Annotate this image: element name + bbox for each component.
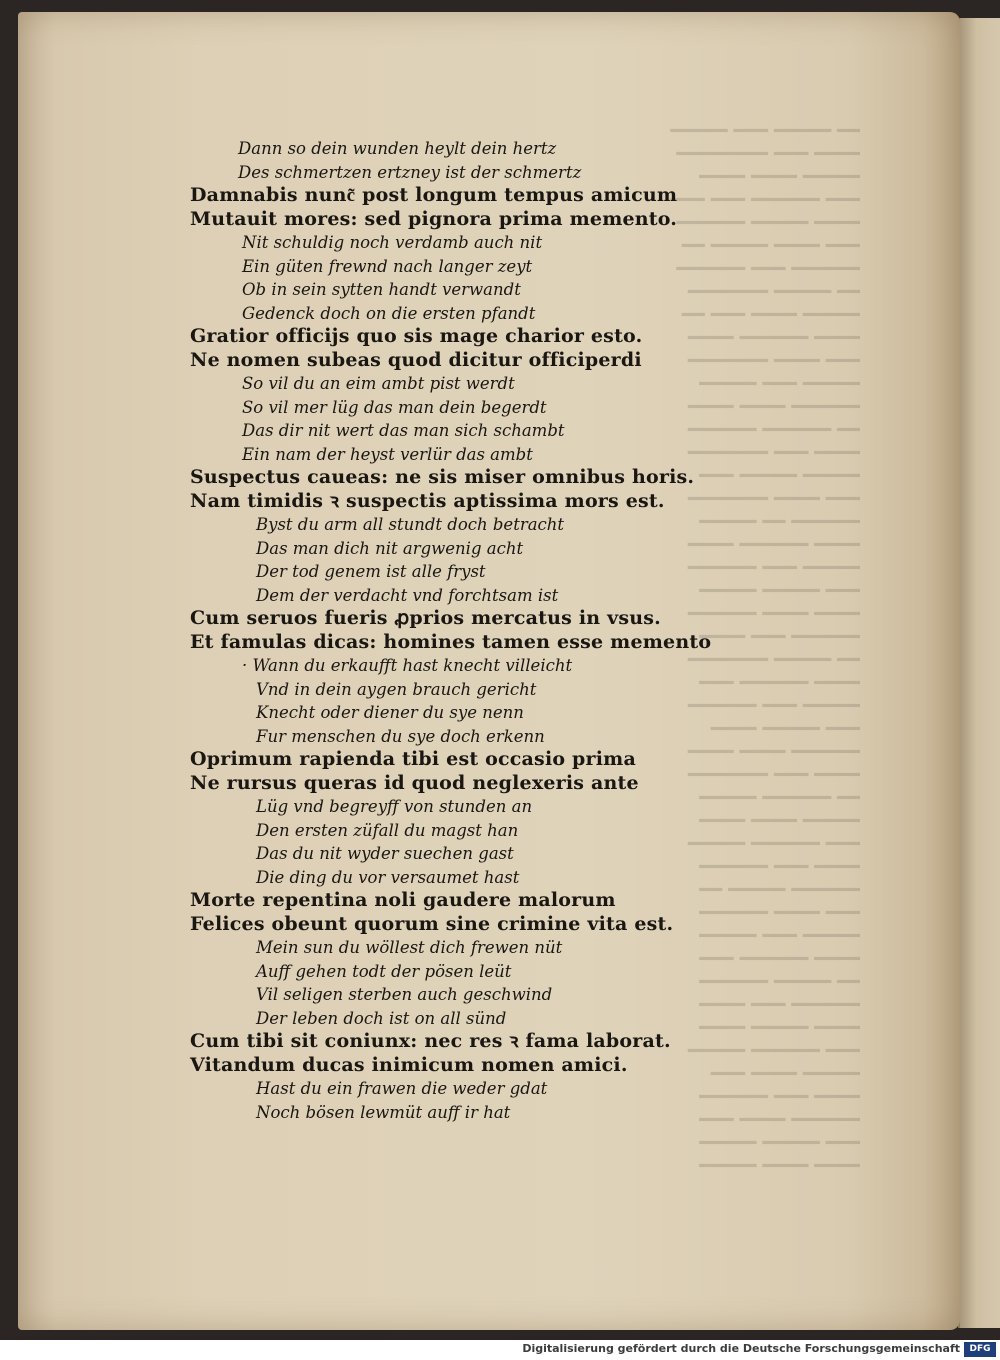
verse-line: Ein güten frewnd nach langer zeyt [242,256,533,276]
digitization-footer [0,1340,1000,1360]
latin-line: Vitandum ducas inimicum nomen amici. [190,1053,628,1076]
facing-page-edge [958,18,1000,1328]
dfg-logo: DFG [964,1342,996,1357]
funding-credit: Digitalisierung gefördert durch die Deutsche Forschungsgemeinschaft [522,1342,960,1355]
latin-line: Felices obeunt quorum sine crimine vita est. [190,912,674,935]
latin-line: Nam timidis ꝛ suspectis aptissima mors est. [190,489,665,512]
verse-line: So vil du an eim ambt pist werdt [242,374,515,393]
latin-line: Ne rursus queras id quod neglexeris ante [190,771,639,794]
latin-line: Morte repentina noli gaudere malorum [190,889,616,911]
verse-line: Den ersten züfall du magst han [256,820,519,840]
verse-line: Nit schuldig noch verdamb auch nit [242,233,543,252]
verse-line: Auff gehen todt der pösen leüt [256,961,512,981]
latin-line: Mutauit mores: sed pignora prima memento. [190,207,678,230]
verse-line: Dem der verdacht vnd forchtsam ist [256,585,559,605]
verse-line: Der tod genem ist alle fryst [256,562,486,581]
verse-line: Lüg vnd begreyff von stunden an [256,797,533,816]
verse-line: Gedenck doch on die ersten pfandt [242,303,536,323]
verse-line: Knecht oder diener du sye nenn [256,703,524,722]
latin-line: Cum seruos fueris ꝓprios mercatus in vsus. [190,607,661,629]
verse-line: Vnd in dein aygen brauch gericht [256,679,537,699]
verse-line: Das dir nit wert das man sich schambt [242,421,565,440]
verse-line: Das man dich nit argwenig acht [256,538,524,558]
verse-line: · Wann du erkaufft hast knecht villeicht [242,656,573,675]
verse-line: Ob in sein sytten handt verwandt [242,280,521,299]
verse-line: Mein sun du wöllest dich frewen nüt [256,938,563,957]
latin-line: Ne nomen subeas quod dicitur officiperdi [190,348,642,371]
verse-line: Dann so dein wunden heylt dein hertz [238,139,557,158]
verse-line: Hast du ein frawen die weder gdat [256,1079,548,1098]
verse-line: So vil mer lüg das man dein begerdt [242,397,547,417]
latin-line: Cum tibi sit coniunx: nec res ꝛ fama laborat. [190,1030,671,1052]
verse-line: Das du nit wyder suechen gast [256,844,514,863]
verse-line: Byst du arm all stundt doch betracht [256,515,565,534]
verse-line: Fur menschen du sye doch erkenn [256,726,545,746]
verse-line: Des schmertzen ertzney ist der schmertz [238,162,582,182]
verse-line: Die ding du vor versaumet hast [256,867,520,887]
verse-line: Der leben doch ist on all sünd [256,1008,507,1028]
latin-line: Suspectus caueas: ne sis miser omnibus horis. [190,466,695,488]
verse-line: Vil seligen sterben auch geschwind [256,985,553,1004]
latin-line: Oprimum rapienda tibi est occasio prima [190,748,636,770]
show-through-text: ━━ ━━━━━ ━━━ ━━━━━ ━━━━ ━━━ ━━━━━━━━ ━━━━━ ━━━━ ━━━━ ━━━ ━━━━━━ ━━━ ━━━ ━━━━ ━━━━━ ━━━━━━ ━━━ ━━━━ ━━━━━ ━━ ━━━━━━ ━━━ ━━━━━━ ━━ ━━━━━ ━━━━━━━ ━━━━━ ━━━━ ━━━ ━━ ━━━━ ━━━━━━ ━━━━ ━━━ ━━━━ ━━━━━━━ ━━━━━ ━━━ ━━━━━ ━━━━━━ ━━━━ ━━━━ ━━ ━━━━━━ ━━━━━━ ━━━━ ━━━ ━━━━━━━ ━━━━━ ━━━━━ ━━━ ━━━ ━━━━ ━━━━━━━ ━━━━━━ ━━ ━━━━━ ━━━━ ━━━━━━ ━━━━ ━━━━━ ━━━ ━━━━━━ ━━━ ━━━━━ ━━━━━ ━━━━ ━━━━ ━━━━━━ ━━━━━━ ━━━ ━━━━ ━━ ━━━━━ ━━━━━━━ ━━━━ ━━━━━━ ━━━ ━━━━━ ━━━ ━━━━━━ ━━━ ━━━━━ ━━━━ ━━━━━━ ━━━━ ━━━━ ━━━━ ━━━ ━━━━━━━ ━━ ━━━━━━ ━━━━━ ━━━━━ ━━━━ ━━━━ ━━━ ━━━━━━ ━━━━━ ━━━━ ━━━ ━━━━━━ ━━━━━━ ━━━━━ ━━ ━━━ ━━━━ ━━━━━━ ━━━━━ ━━━ ━━━━━ ━━━━ ━━━━━━ ━━━ ━━ ━━━━━ ━━━━━━ ━━━━━━ ━━━ ━━━━ ━━━━ ━━━━━ ━━━━ ━━━ ━━━━━━ ━━━━━ ━━━━━ ━━━━ ━━━ ━━━━ ━━━ ━━━━━━ ━━━━━━ ━━━━ ━━━ ━━━ ━━━━━ ━━━━━ ━━━━ ━━━━ ━━━━━ [670,120,860,1177]
verse-line: Noch bösen lewmüt auff ir hat [256,1102,511,1122]
verse-line: Ein nam der heyst verlür das ambt [242,444,533,464]
verse-text-block [190,137,750,1124]
latin-line: Gratior officijs quo sis mage charior esto. [190,325,643,347]
latin-line: Damnabis nunc͂ post longum tempus amicum [190,184,678,206]
latin-line: Et famulas dicas: homines tamen esse memento [190,630,712,653]
